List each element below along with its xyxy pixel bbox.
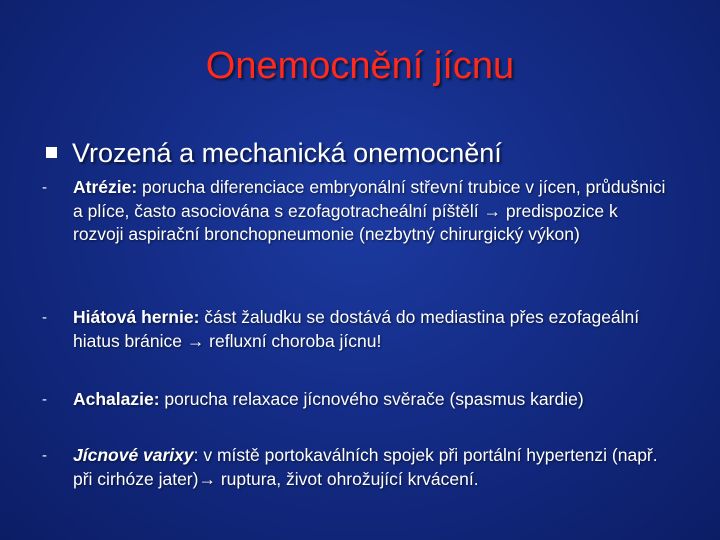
list-item-text [73, 176, 673, 247]
dash-bullet-icon: - [42, 391, 47, 408]
term-description: část žaludku se dostává do mediastina přes ezofageální hiatus bránice → refluxní choroba jícnu! [73, 307, 640, 351]
term-label: Jícnové varixy [73, 445, 194, 465]
dash-bullet-icon: - [42, 309, 47, 326]
list-item-hiatova-hernie [42, 306, 682, 353]
dash-bullet-icon: - [42, 179, 47, 196]
section-heading-text: Vrozená a mechanická onemocnění [72, 138, 502, 168]
list-item-atrezie [42, 176, 682, 247]
term-description: porucha relaxace jícnového svěrače (spasmus kardie) [159, 389, 584, 409]
list-item-achalazie [42, 388, 682, 412]
term-description: porucha diferenciace embryonální střevní trubice v jícen, průdušnici a plíce, často asociována s ezofagotracheální píštělí → predispozice k rozvoji aspirační bronchopneumonie (nezbytný chirurgický výkon) [73, 177, 666, 244]
slide-title: Onemocnění jícnu [205, 45, 515, 87]
list-item-jicnove-varixy [42, 444, 682, 491]
term-label: Achalazie: [73, 389, 160, 409]
term-description: : v místě portokaválních spojek při portální hypertenzi (např. při cirhóze jater)→ ruptura, život ohrožující krvácení. [73, 445, 658, 489]
list-item-text [73, 388, 673, 412]
section-heading [46, 136, 686, 172]
term-label: Atrézie: [73, 177, 138, 197]
dash-bullet-icon: - [42, 447, 47, 464]
square-bullet-icon [46, 147, 57, 158]
list-item-text [73, 306, 673, 353]
term-label: Hiátová hernie: [73, 307, 200, 327]
list-item-text [73, 444, 673, 491]
